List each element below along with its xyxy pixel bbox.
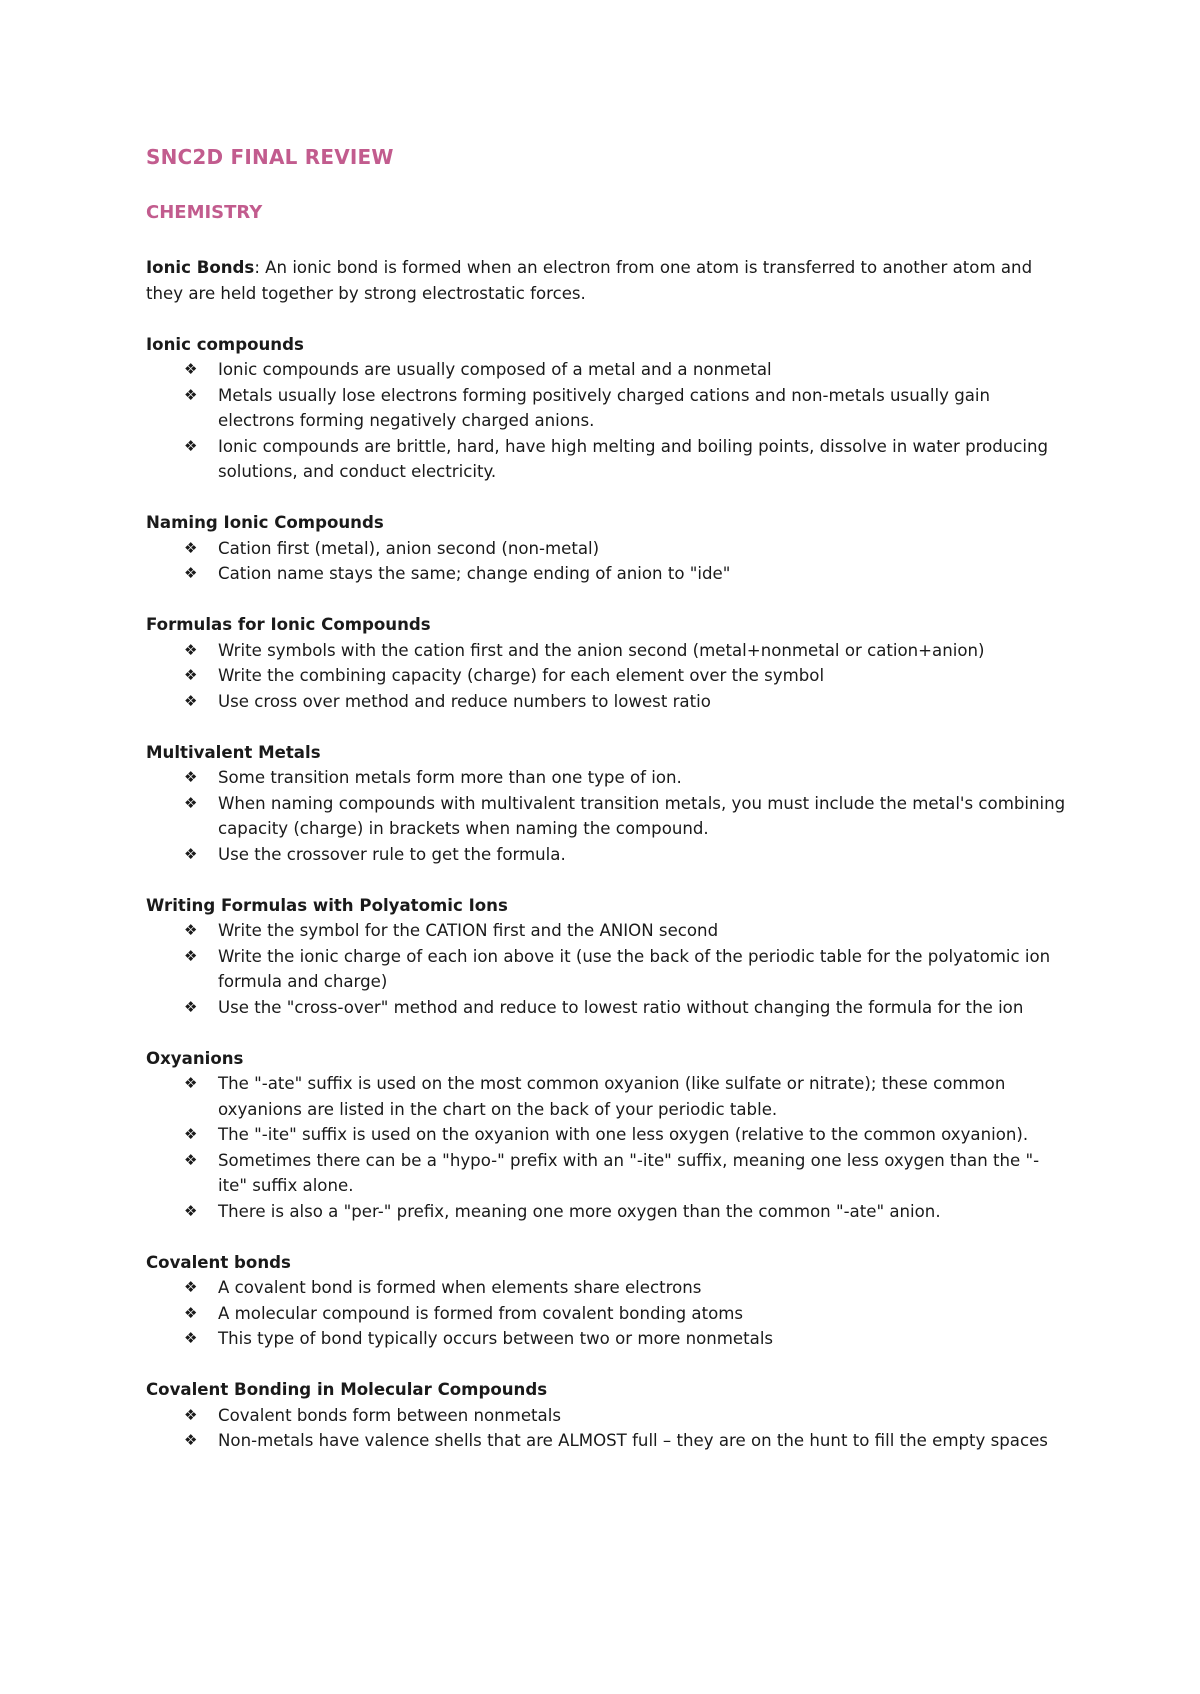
section-block — [146, 1250, 1066, 1352]
diamond-bullet-icon: ❖ — [184, 1125, 198, 1143]
sections-container — [146, 332, 1066, 1454]
list-item-text: The "-ite" suffix is used on the oxyanion with one less oxygen (relative to the common oxyanion). — [218, 1125, 1029, 1144]
list-item-text: Sometimes there can be a "hypo-" prefix with an "-ite" suffix, meaning one less oxygen than the "-ite" suffix alone. — [218, 1150, 1040, 1195]
list-item — [184, 561, 1066, 587]
list-item-text: Use the crossover rule to get the formula. — [218, 844, 566, 864]
list-item — [184, 434, 1066, 485]
diamond-bullet-icon: ❖ — [184, 1405, 198, 1424]
list-item — [184, 944, 1066, 995]
section-heading: Covalent bonds — [146, 1252, 291, 1272]
list-item-text: Cation name stays the same; change ending of anion to "ide" — [218, 564, 731, 583]
list-item-text: Ionic compounds are usually composed of a metal and a nonmetal — [218, 360, 772, 379]
list-item-text: Write the symbol for the CATION first and the ANION second — [218, 921, 719, 940]
list-item — [184, 1403, 1066, 1429]
section-block — [146, 332, 1066, 485]
bullet-list — [146, 1403, 1066, 1454]
list-item — [184, 357, 1066, 383]
list-item-text: Ionic compounds are brittle, hard, have high melting and boiling points, dissolve in water producing solutions, and conduct electricity. — [218, 436, 1049, 481]
list-item — [184, 842, 1066, 868]
diamond-bullet-icon: ❖ — [184, 768, 198, 786]
diamond-bullet-icon: ❖ — [184, 1150, 198, 1169]
list-item — [184, 1428, 1066, 1454]
list-item-text: Write symbols with the cation first and the anion second (metal+nonmetal or cation+anion) — [218, 640, 985, 660]
list-item — [184, 1071, 1066, 1122]
bullet-list — [146, 357, 1066, 485]
list-item-text: Use the "cross-over" method and reduce to lowest ratio without changing the formula for the ion — [218, 997, 1024, 1017]
section-heading: Formulas for Ionic Compounds — [146, 615, 431, 634]
diamond-bullet-icon: ❖ — [184, 538, 198, 557]
diamond-bullet-icon: ❖ — [184, 844, 198, 863]
bullet-list — [146, 918, 1066, 1020]
section-block — [146, 740, 1066, 868]
list-item — [184, 1275, 1066, 1301]
intro-paragraph — [146, 255, 1066, 306]
section-heading: Writing Formulas with Polyatomic Ions — [146, 895, 508, 915]
list-item — [184, 638, 1066, 664]
list-item — [184, 1122, 1066, 1148]
list-item-text: Metals usually lose electrons forming positively charged cations and non-metals usually gain electrons forming negatively charged anions. — [218, 385, 991, 430]
list-item-text: A covalent bond is formed when elements share electrons — [218, 1278, 702, 1297]
list-item — [184, 995, 1066, 1021]
diamond-bullet-icon: ❖ — [184, 1329, 198, 1347]
list-item — [184, 1326, 1066, 1352]
diamond-bullet-icon: ❖ — [184, 666, 198, 684]
list-item-text: There is also a "per-" prefix, meaning one more oxygen than the common "-ate" anion. — [218, 1201, 941, 1221]
diamond-bullet-icon: ❖ — [184, 385, 198, 404]
diamond-bullet-icon: ❖ — [184, 1278, 198, 1296]
section-block — [146, 612, 1066, 714]
section-heading: Ionic compounds — [146, 334, 304, 354]
list-item — [184, 383, 1066, 434]
list-item — [184, 918, 1066, 944]
section-heading: Naming Ionic Compounds — [146, 513, 384, 532]
list-item-text: Write the combining capacity (charge) for each element over the symbol — [218, 666, 825, 685]
diamond-bullet-icon: ❖ — [184, 1303, 198, 1322]
diamond-bullet-icon: ❖ — [184, 793, 198, 812]
section-heading: Oxyanions — [146, 1048, 244, 1068]
list-item-text: When naming compounds with multivalent transition metals, you must include the metal's combining capacity (charge) in brackets when naming the compound. — [218, 793, 1066, 838]
diamond-bullet-icon: ❖ — [184, 691, 198, 710]
intro-text: : An ionic bond is formed when an electron from one atom is transferred to another atom and they are held together by strong electrostatic forces. — [146, 258, 1033, 303]
list-item-text: Use cross over method and reduce numbers to lowest ratio — [218, 691, 711, 711]
list-item — [184, 791, 1066, 842]
section-block — [146, 510, 1066, 587]
diamond-bullet-icon: ❖ — [184, 1201, 198, 1220]
diamond-bullet-icon: ❖ — [184, 360, 198, 378]
list-item — [184, 536, 1066, 562]
section-block — [146, 893, 1066, 1021]
diamond-bullet-icon: ❖ — [184, 1074, 198, 1092]
section-heading: Multivalent Metals — [146, 742, 321, 762]
bullet-list — [146, 765, 1066, 867]
section-title-chemistry: CHEMISTRY — [146, 202, 263, 223]
section-heading: Covalent Bonding in Molecular Compounds — [146, 1380, 548, 1399]
diamond-bullet-icon: ❖ — [184, 997, 198, 1016]
intro-term: Ionic Bonds — [146, 258, 255, 277]
list-item — [184, 689, 1066, 715]
diamond-bullet-icon: ❖ — [184, 946, 198, 965]
diamond-bullet-icon: ❖ — [184, 1431, 198, 1449]
diamond-bullet-icon: ❖ — [184, 640, 198, 659]
list-item — [184, 1301, 1066, 1327]
list-item-text: Non-metals have valence shells that are ALMOST full – they are on the hunt to fill the empty spaces — [218, 1431, 1048, 1450]
list-item-text: The "-ate" suffix is used on the most common oxyanion (like sulfate or nitrate); these common oxyanions are listed in the chart on the back of your periodic table. — [218, 1074, 1006, 1119]
list-item — [184, 1199, 1066, 1225]
list-item-text: A molecular compound is formed from covalent bonding atoms — [218, 1303, 744, 1323]
list-item-text: Covalent bonds form between nonmetals — [218, 1405, 561, 1425]
bullet-list — [146, 1071, 1066, 1224]
list-item-text: Write the ionic charge of each ion above it (use the back of the periodic table for the polyatomic ion formula and charge) — [218, 946, 1051, 991]
section-block — [146, 1046, 1066, 1225]
list-item — [184, 765, 1066, 791]
list-item — [184, 663, 1066, 689]
bullet-list — [146, 536, 1066, 587]
diamond-bullet-icon: ❖ — [184, 436, 198, 455]
diamond-bullet-icon: ❖ — [184, 564, 198, 582]
diamond-bullet-icon: ❖ — [184, 921, 198, 939]
document-title: SNC2D FINAL REVIEW — [146, 145, 394, 169]
bullet-list — [146, 1275, 1066, 1352]
bullet-list — [146, 638, 1066, 715]
list-item-text: Cation first (metal), anion second (non-metal) — [218, 538, 600, 558]
list-item — [184, 1148, 1066, 1199]
list-item-text: This type of bond typically occurs between two or more nonmetals — [218, 1329, 774, 1348]
document-content — [146, 255, 1066, 1479]
section-block — [146, 1377, 1066, 1454]
list-item-text: Some transition metals form more than one type of ion. — [218, 768, 682, 787]
